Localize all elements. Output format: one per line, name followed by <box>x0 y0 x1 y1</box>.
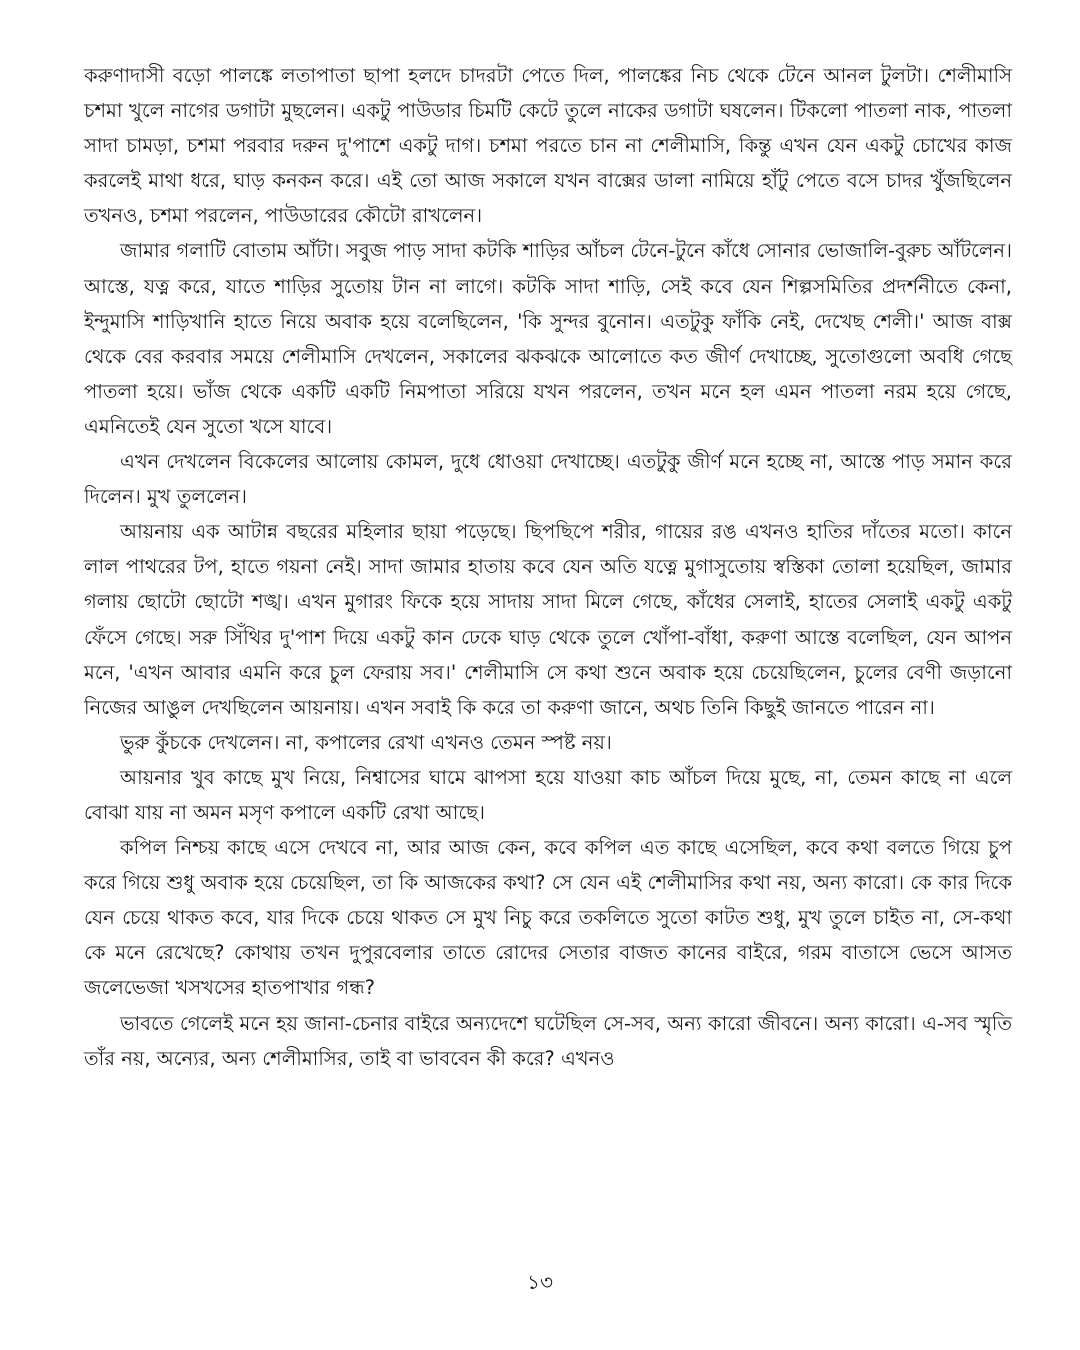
paragraph-7: কপিল নিশ্চয় কাছে এসে দেখবে না, আর আজ কেন, কবে কপিল এত কাছে এসেছিল, কবে কথা বলতে গিয়ে চুপ করে গিয়ে শুধু অবাক হয়ে চেয়েছিল, তা কি আজকের কথা? সে যেন এই শেলীমাসির কথা নয়, অন্য কারো। কে কার দিকে যেন চেয়ে থাকত কবে, যার দিকে চেয়ে থাকত সে মুখ নিচু করে তকলিতে সুতো কাটত শুধু, মুখ তুলে চাইত না, সে-কথা কে মনে রেখেছে? কোথায় তখন দুপুরবেলার তাতে রোদের সেতার বাজত কানের বাইরে, গরম বাতাসে ভেসে আসত জলেভেজা খসখসের হাতপাখার গন্ধ? <box>84 836 1012 1000</box>
paragraph-1: করুণাদাসী বড়ো পালঙ্কে লতাপাতা ছাপা হলদে চাদরটা পেতে দিল, পালঙ্কের নিচ থেকে টেনে আনল টুলটা। শেলীমাসি চশমা খুলে নাগের ডগাটা মুছলেন। একটু পাউডার চিমটি কেটে তুলে নাকের ডগাটা ঘষলেন। টিকলো পাতলা নাক, পাতলা সাদা চামড়া, চশমা পরবার দরুন দু'পাশে একটু দাগ। চশমা পরতে চান না শেলীমাসি, কিন্তু এখন যেন একটু চোখের কাজ করলেই মাথা ধরে, ঘাড় কনকন করে। এই তো আজ সকালে যখন বাক্সের ডালা নামিয়ে হাঁটু পেতে বসে চাদর খুঁজছিলেন তখনও, চশমা পরলেন, পাউডারের কৌটো রাখলেন। <box>84 64 1012 228</box>
body-text <box>84 58 1012 1076</box>
paragraph-4: আয়নায় এক আটান্ন বছরের মহিলার ছায়া পড়েছে। ছিপছিপে শরীর, গায়ের রঙ এখনও হাতির দাঁতের মতো। কানে লাল পাথরের টপ, হাতে গয়না নেই। সাদা জামার হাতায় কবে যেন অতি যত্নে মুগাসুতোয় স্বস্তিকা তোলা হয়েছিল, জামার গলায় ছোটো ছোটো শঙ্খ। এখন মুগারং ফিকে হয়ে সাদায় সাদা মিলে গেছে, কাঁধের সেলাই, হাতের সেলাই একটু একটু ফেঁসে গেছে। সরু সিঁথির দু'পাশ দিয়ে একটু কান ঢেকে ঘাড় থেকে তুলে খোঁপা-বাঁধা, করুণা আস্তে বলেছিল, যেন আপন মনে, 'এখন আবার এমনি করে চুল ফেরায় সব।' শেলীমাসি সে কথা শুনে অবাক হয়ে চেয়েছিলেন, চুলের বেণী জড়ানো নিজের আঙুল দেখছিলেন আয়নায়। এখন সবাই কি করে তা করুণা জানে, অথচ তিনি কিছুই জানতে পারেন না। <box>84 520 1012 719</box>
paragraph-2: জামার গলাটি বোতাম আঁটা। সবুজ পাড় সাদা কটকি শাড়ির আঁচল টেনে-টুনে কাঁধে সোনার ভোজালি-বুরুচ আঁটলেন। আস্তে, যত্ন করে, যাতে শাড়ির সুতোয় টান না লাগে। কটকি সাদা শাড়ি, সেই কবে যেন শিল্পসমিতির প্রদর্শনীতে কেনা, ইন্দুমাসি শাড়িখানি হাতে নিয়ে অবাক হয়ে বলেছিলেন, 'কি সুন্দর বুনোন। এতটুকু ফাঁকি নেই, দেখেছ শেলী।' আজ বাক্স থেকে বের করবার সময়ে শেলীমাসি দেখলেন, সকালের ঝকঝকে আলোতে কত জীর্ণ দেখাচ্ছে, সুতোগুলো অবধি গেছে পাতলা হয়ে। ভাঁজ থেকে একটি একটি নিমপাতা সরিয়ে যখন পরলেন, তখন মনে হল এমন পাতলা নরম হয়ে গেছে, এমনিতেই যেন সুতো খসে যাবে। <box>84 239 1012 438</box>
paragraph-5: ভুরু কুঁচকে দেখলেন। না, কপালের রেখা এখনও তেমন স্পষ্ট নয়। <box>120 730 612 754</box>
paragraph-8: ভাবতে গেলেই মনে হয় জানা-চেনার বাইরে অন্যদেশে ঘটেছিল সে-সব, অন্য কারো জীবনে। অন্য কারো। এ-সব স্মৃতি তাঁর নয়, অন্যের, অন্য শেলীমাসির, তাই বা ভাববেন কী করে? এখনও <box>84 1011 1012 1070</box>
page-number: ১৩ <box>527 1270 553 1294</box>
paragraph-6: আয়নার খুব কাছে মুখ নিয়ে, নিশ্বাসের ঘামে ঝাপসা হয়ে যাওয়া কাচ আঁচল দিয়ে মুছে, না, তেমন কাছে না এলে বোঝা যায় না অমন মসৃণ কপালে একটি রেখা আছে। <box>84 765 1012 824</box>
paragraph-3: এখন দেখলেন বিকেলের আলোয় কোমল, দুধে ধোওয়া দেখাচ্ছে। এতটুকু জীর্ণ মনে হচ্ছে না, আস্তে পাড় সমান করে দিলেন। মুখ তুললেন। <box>84 450 1012 509</box>
